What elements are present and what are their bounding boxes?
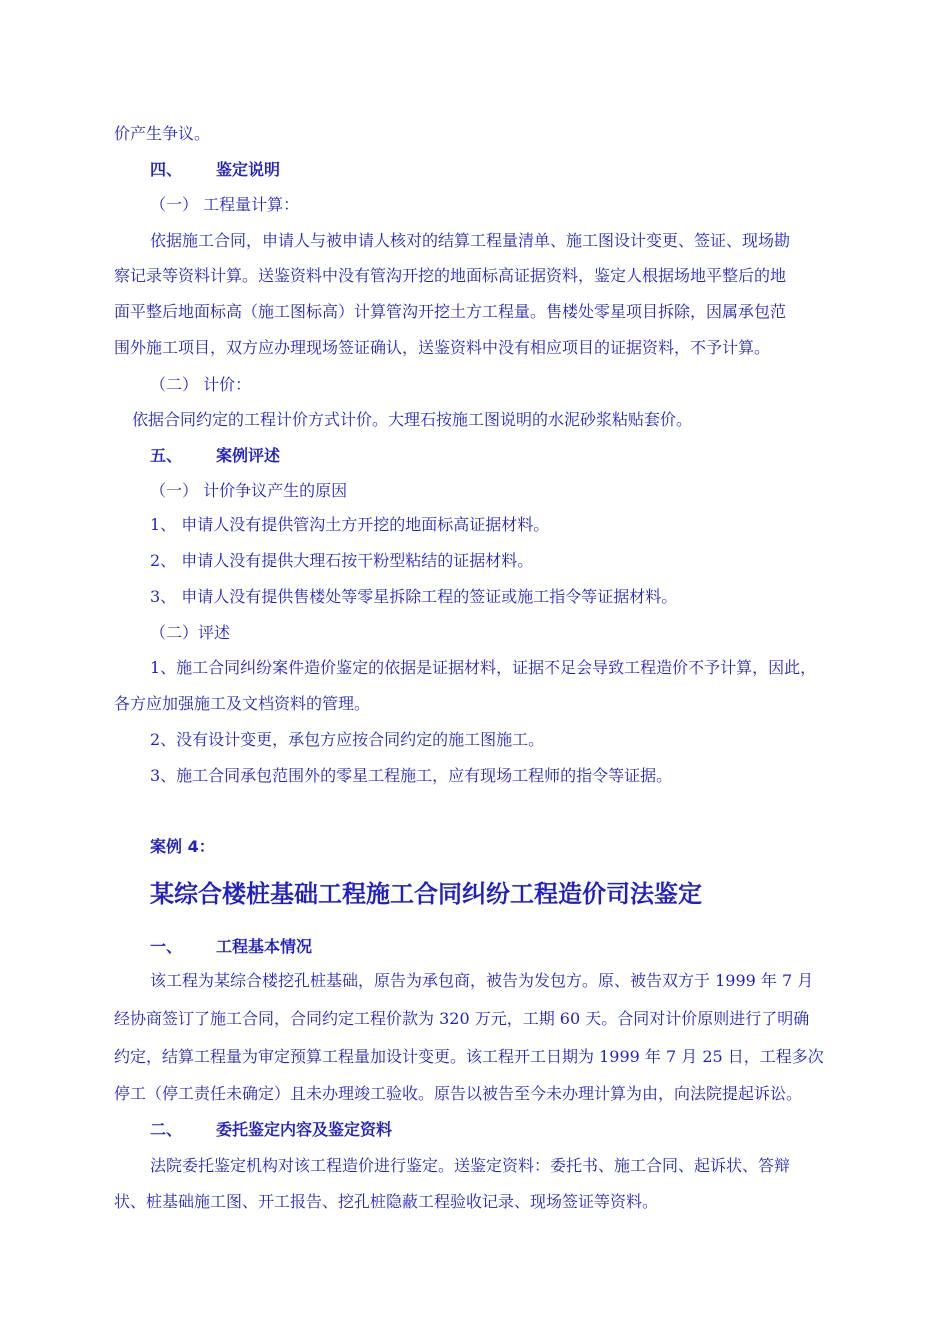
list-item: 1、施工合同纠纷案件造价鉴定的依据是证据材料，证据不足会导致工程造价不予计算，因此， xyxy=(150,658,817,677)
paragraph-line: 围外施工项目，双方应办理现场签证确认，送鉴资料中没有相应项目的证据资料，不予计算。 xyxy=(114,338,771,357)
section-number: 一、 xyxy=(150,937,183,956)
subsection-heading: （一） 计价争议产生的原因 xyxy=(150,481,348,500)
section-heading-1 xyxy=(150,937,312,957)
paragraph-line: 该工程为某综合楼挖孔桩基础，原告为承包商，被告为发包方。原、被告双方于 1999 年 7 月 xyxy=(150,971,814,990)
paragraph-line: 法院委托鉴定机构对该工程造价进行鉴定。送鉴定资料：委托书、施工合同、起诉状、答辩 xyxy=(150,1156,791,1175)
section-number: 五、 xyxy=(150,446,183,465)
section-title: 工程基本情况 xyxy=(216,937,313,956)
paragraph-continuation: 价产生争议。 xyxy=(114,124,211,143)
paragraph-line: 面平整后地面标高（施工图标高）计算管沟开挖土方工程量。售楼处零星项目拆除，因属承包范 xyxy=(114,302,787,321)
section-title: 委托鉴定内容及鉴定资料 xyxy=(216,1120,393,1139)
subsection-heading: （二） 计价： xyxy=(150,375,252,394)
list-item: 2、 申请人没有提供大理石按干粉型粘结的证据材料。 xyxy=(150,551,534,570)
section-heading-5 xyxy=(150,446,280,466)
section-title: 鉴定说明 xyxy=(216,160,281,179)
paragraph-line: 察记录等资料计算。送鉴资料中没有管沟开挖的地面标高证据资料，鉴定人根据场地平整后的地 xyxy=(114,266,787,285)
list-item: 3、 申请人没有提供售楼处等零星拆除工程的签证或施工指令等证据材料。 xyxy=(150,587,678,606)
case-label: 案例 4： xyxy=(150,837,215,856)
paragraph-line: 停工（停工责任未确定）且未办理竣工验收。原告以被告至今未办理计算为由，向法院提起诉讼。 xyxy=(114,1084,803,1103)
subsection-heading: （一） 工程量计算： xyxy=(150,195,300,214)
list-item-continuation: 各方应加强施工及文档资料的管理。 xyxy=(114,694,371,713)
case-title: 某综合楼桩基础工程施工合同纠纷工程造价司法鉴定 xyxy=(150,880,702,908)
list-item: 2、没有设计变更，承包方应按合同约定的施工图施工。 xyxy=(150,730,545,749)
paragraph-line: 依据合同约定的工程计价方式计价。大理石按施工图说明的水泥砂浆粘贴套价。 xyxy=(132,410,693,429)
section-heading-2 xyxy=(150,1120,392,1140)
paragraph-line: 约定，结算工程量为审定预算工程量加设计变更。该工程开工日期为 1999 年 7 月 25 日，工程多次 xyxy=(114,1047,824,1066)
section-heading-4 xyxy=(150,160,280,180)
list-item: 3、施工合同承包范围外的零星工程施工，应有现场工程师的指令等证据。 xyxy=(150,766,673,785)
section-title: 案例评述 xyxy=(216,446,281,465)
paragraph-line: 状、桩基础施工图、开工报告、挖孔桩隐蔽工程验收记录、现场签证等资料。 xyxy=(114,1192,659,1211)
list-item: 1、 申请人没有提供管沟土方开挖的地面标高证据材料。 xyxy=(150,515,550,534)
paragraph-line: 依据施工合同，申请人与被申请人核对的结算工程量清单、施工图设计变更、签证、现场勘 xyxy=(150,231,791,250)
section-number: 四、 xyxy=(150,160,183,179)
section-number: 二、 xyxy=(150,1120,183,1139)
subsection-heading: （二）评述 xyxy=(150,623,231,642)
paragraph-line: 经协商签订了施工合同，合同约定工程价款为 320 万元，工期 60 天。合同对计价原则进行了明确 xyxy=(114,1009,810,1028)
